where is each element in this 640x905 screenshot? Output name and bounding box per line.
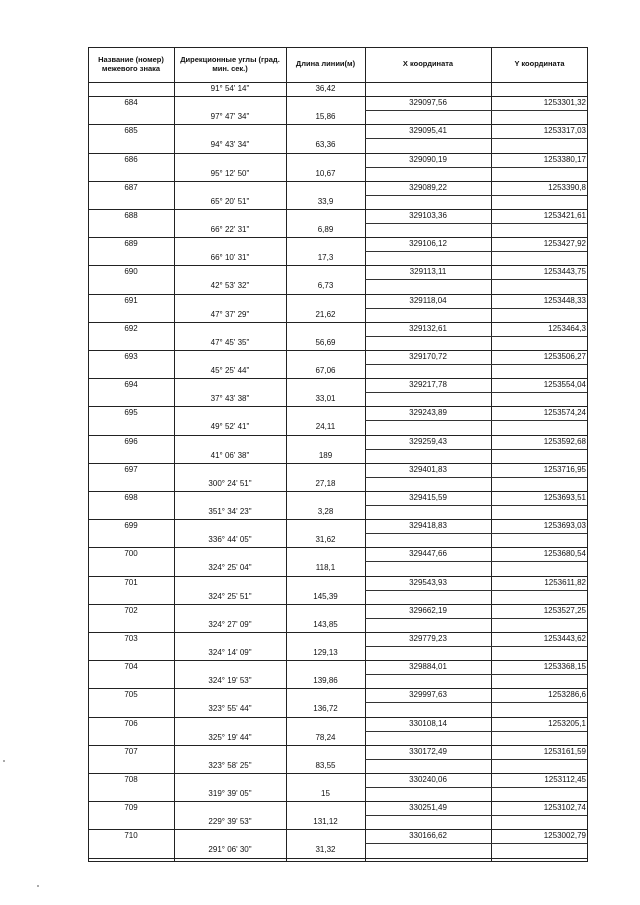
point-y: 1253611,82 [544,577,586,587]
row-tick [491,618,587,619]
row-tick [491,449,587,450]
row-tick [365,731,491,732]
grid-hline [88,435,588,436]
segment-length: 6,73 [317,281,334,291]
point-name: 706 [124,718,138,728]
row-tick [365,561,491,562]
grid-hline [88,861,588,862]
point-x: 329259,43 [409,436,447,446]
row-tick [491,843,587,844]
point-name: 709 [124,803,138,813]
point-y: 1253317,03 [543,126,586,136]
point-y: 1253161,59 [543,746,586,756]
row-tick [491,336,587,337]
point-x: 329418,83 [409,521,447,531]
row-tick [365,392,491,393]
row-tick [491,420,587,421]
segment-angle: 323° 58' 25" [208,760,252,770]
row-tick [491,674,587,675]
point-y: 1253693,51 [543,492,586,502]
scan-speck [37,885,39,887]
point-name: 697 [124,464,138,474]
point-name: 698 [124,492,138,502]
segment-angle: 351° 34' 23" [208,507,252,516]
point-name: 704 [124,662,138,672]
grid-hline [88,547,588,548]
row-tick [365,505,491,506]
grid-hline [88,801,588,802]
point-name: 689 [124,239,138,249]
row-tick [491,167,587,168]
point-name: 701 [124,577,138,587]
row-tick [365,110,491,111]
segment-length: 78,24 [315,732,336,742]
point-y: 1253574,24 [543,408,586,418]
point-x: 329090,19 [409,154,447,164]
point-name: 694 [124,380,138,390]
segment-angle: 324° 14' 09" [208,648,252,657]
grid-hline [88,406,588,407]
segment-length: 136,72 [313,704,338,714]
segment-angle: 325° 19' 44" [208,732,252,742]
segment-length: 24,11 [315,422,336,432]
point-y: 1253301,32 [543,98,586,108]
point-y: 1253693,03 [543,521,586,531]
point-x: 329243,89 [409,408,447,418]
segment-angle: 47° 45' 35" [210,337,250,347]
row-tick [491,759,587,760]
point-y: 1253443,75 [543,267,586,277]
row-tick [491,251,587,252]
point-y: 1253506,27 [543,351,586,361]
row-tick [491,392,587,393]
grid-hline [88,265,588,266]
row-tick [491,223,587,224]
point-y: 1253464,3 [548,323,586,333]
point-name: 702 [124,605,138,615]
segment-length: 15,86 [315,112,336,122]
grid-hline [88,463,588,464]
grid-hline [88,82,588,83]
row-tick [491,702,587,703]
segment-length: 31,62 [315,535,336,545]
point-x: 330251,49 [409,803,447,813]
point-x: 329662,19 [409,605,447,615]
row-tick [365,843,491,844]
point-x: 330172,49 [409,746,447,756]
segment-angle: 91° 54' 14" [210,84,250,93]
point-y: 1253286,6 [548,690,586,700]
point-x: 329132,61 [409,323,447,333]
point-x: 329217,78 [409,380,447,390]
point-y: 1253102,74 [543,803,586,813]
point-name: 684 [124,98,138,108]
row-tick [491,477,587,478]
row-tick [491,308,587,309]
point-x: 329106,12 [409,239,447,249]
point-x: 330108,14 [409,718,447,728]
point-x: 329884,01 [409,662,447,672]
point-name: 708 [124,774,138,784]
segment-angle: 336° 44' 05" [208,535,252,545]
segment-length: 63,36 [315,140,336,150]
row-tick [491,364,587,365]
point-name: 687 [124,182,138,192]
point-name: 688 [124,210,138,220]
point-x: 330240,06 [409,774,447,784]
point-x: 329447,66 [409,549,447,559]
row-tick [365,420,491,421]
row-tick [365,533,491,534]
point-name: 705 [124,690,138,700]
segment-length: 17,3 [317,253,334,263]
row-tick [491,195,587,196]
point-y: 1253421,61 [543,210,586,220]
grid-hline [88,632,588,633]
header-length: Длина линии(м) [295,59,356,69]
row-tick [365,674,491,675]
row-tick [491,110,587,111]
row-tick [491,533,587,534]
segment-length: 33,9 [317,196,334,206]
segment-angle: 324° 25' 04" [208,563,252,573]
segment-length: 27,18 [315,478,336,488]
point-x: 329543,93 [409,577,447,587]
point-y: 1253112,45 [544,774,586,784]
row-tick [491,590,587,591]
grid-vline [286,47,287,862]
header-x: X координата [402,59,454,69]
grid-hline [88,96,588,97]
segment-angle: 45° 25' 44" [210,366,250,375]
row-tick [365,336,491,337]
grid-vline [587,47,588,862]
scan-speck [3,760,5,762]
grid-hline [88,124,588,125]
row-tick [365,702,491,703]
point-x: 329401,83 [409,464,447,474]
grid-hline [88,745,588,746]
segment-angle: 319° 39' 05" [208,789,252,798]
row-tick [365,646,491,647]
point-name: 710 [124,831,138,841]
grid-hline [88,717,588,718]
row-tick [491,561,587,562]
row-tick [365,815,491,816]
point-x: 329415,59 [409,492,447,502]
row-tick [491,138,587,139]
point-y: 1253368,15 [543,662,586,672]
point-name: 693 [124,351,138,361]
point-name: 691 [124,295,138,305]
segment-angle: 324° 19' 53" [208,676,252,686]
point-name: 696 [124,436,138,446]
point-y: 1253527,25 [543,605,586,615]
row-tick [365,618,491,619]
grid-hline [88,829,588,830]
point-name: 686 [124,154,138,164]
grid-hline [88,519,588,520]
grid-hline [88,491,588,492]
segment-angle: 37° 43' 38" [210,394,250,404]
coordinates-table [88,47,588,862]
row-tick [491,815,587,816]
segment-length: 31,32 [315,845,336,855]
segment-length: 118,1 [315,563,336,573]
segment-length: 67,06 [315,366,336,375]
point-y: 1253390,8 [548,182,586,192]
segment-angle: 49° 52' 41" [210,422,250,432]
segment-length: 36,42 [315,84,336,93]
point-x: 329997,63 [409,690,447,700]
segment-length: 3,28 [317,507,334,516]
segment-length: 131,12 [313,817,338,827]
grid-hline [88,181,588,182]
point-y: 1253716,95 [543,464,586,474]
point-name: 700 [124,549,138,559]
grid-vline [88,47,89,862]
grid-hline [88,576,588,577]
point-y: 1253680,54 [543,549,586,559]
segment-length: 33,01 [315,394,336,404]
row-tick [365,167,491,168]
grid-hline [88,294,588,295]
grid-hline [88,237,588,238]
row-tick [491,505,587,506]
segment-angle: 47° 37' 29" [210,309,250,319]
grid-hline [88,773,588,774]
segment-angle: 97° 47' 34" [210,112,250,122]
point-x: 330166,62 [409,831,447,841]
point-y: 1253554,04 [543,380,586,390]
point-x: 329103,36 [409,210,447,220]
segment-angle: 324° 25' 51" [208,591,252,601]
row-tick [365,251,491,252]
segment-angle: 65° 20' 51" [210,196,250,206]
row-tick [491,646,587,647]
point-name: 707 [124,746,138,756]
point-x: 329113,11 [409,267,447,277]
grid-hline [88,688,588,689]
segment-angle: 66° 22' 31" [210,225,250,234]
row-tick [491,787,587,788]
row-tick [365,279,491,280]
point-name: 690 [124,267,138,277]
segment-angle: 42° 53' 32" [210,281,250,291]
header-y: Y координата [514,59,565,69]
segment-length: 21,62 [315,309,336,319]
row-tick [365,477,491,478]
grid-hline [88,350,588,351]
grid-vline [174,47,175,862]
row-tick [365,449,491,450]
row-tick [365,364,491,365]
point-x: 329095,41 [409,126,447,136]
point-x: 329118,04 [409,295,447,305]
segment-angle: 291° 06' 30" [208,845,252,855]
segment-angle: 66° 10' 31" [210,253,250,263]
grid-hline [88,858,588,859]
segment-length: 145,39 [313,591,338,601]
point-name: 685 [124,126,138,136]
segment-length: 56,69 [315,337,336,347]
point-x: 329170,72 [409,351,447,361]
grid-hline [88,322,588,323]
segment-length: 15 [321,789,330,798]
point-name: 699 [124,521,138,531]
segment-length: 6,89 [317,225,334,234]
point-y: 1253427,92 [543,239,586,249]
point-x: 329089,22 [409,182,447,192]
segment-angle: 323° 55' 44" [208,704,252,714]
segment-length: 189 [318,450,333,460]
row-tick [365,223,491,224]
grid-vline [491,47,492,862]
point-y: 1253448,33 [543,295,586,305]
row-tick [491,279,587,280]
segment-angle: 229° 39' 53" [208,817,252,827]
segment-length: 129,13 [313,648,338,657]
segment-length: 143,85 [313,619,338,629]
row-tick [365,308,491,309]
row-tick [365,195,491,196]
point-name: 692 [124,323,138,333]
row-tick [491,731,587,732]
grid-hline [88,47,588,48]
point-name: 695 [124,408,138,418]
segment-angle: 324° 27' 09" [208,619,252,629]
row-tick [365,138,491,139]
point-name: 703 [124,633,138,643]
row-tick [365,759,491,760]
row-tick [365,590,491,591]
header-angle: Дирекционные углы (град. мин. сек.) [180,54,280,73]
point-y: 1253443,62 [543,633,586,643]
segment-length: 10,67 [315,168,336,178]
grid-hline [88,153,588,154]
row-tick [365,787,491,788]
point-y: 1253380,17 [543,154,586,164]
grid-vline [365,47,366,862]
header-name: Название (номер) межевого знака [98,54,164,73]
segment-angle: 94° 43' 34" [210,140,250,150]
segment-angle: 41° 06' 38" [210,450,250,460]
segment-length: 83,55 [315,760,336,770]
grid-hline [88,378,588,379]
point-y: 1253592,68 [543,436,586,446]
point-x: 329779,23 [409,633,447,643]
segment-length: 139,86 [313,676,338,686]
grid-hline [88,660,588,661]
grid-hline [88,604,588,605]
segment-angle: 300° 24' 51" [208,478,252,488]
point-y: 1253205,1 [548,718,586,728]
point-y: 1253002,79 [543,831,586,841]
grid-hline [88,209,588,210]
segment-angle: 95° 12' 50" [210,168,250,178]
point-x: 329097,56 [409,98,447,108]
